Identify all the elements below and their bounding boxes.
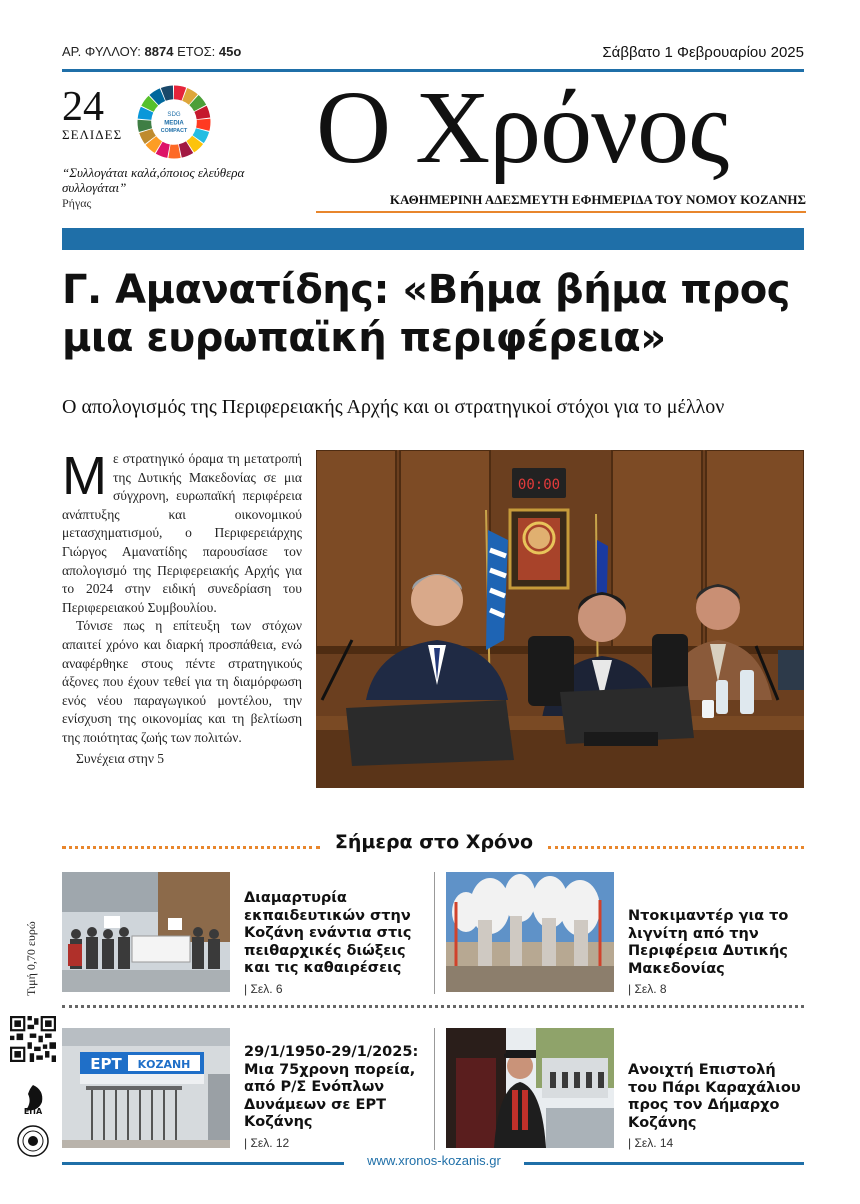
continued-link[interactable]: Συνέχεια στην 5 (76, 750, 165, 766)
footer-rule-right (524, 1162, 804, 1165)
quote-author: Ρήγας (62, 196, 92, 210)
sdg-logo-text-1: SDG (167, 110, 181, 118)
lead-deck: Ο απολογισμός της Περιφερειακής Αρχής και οι στρατηγικοί στόχοι για το μέλλον (62, 396, 725, 418)
section-title: Σήμερα στο Χρόνο (334, 831, 534, 853)
kozani-sign-text: ΚΟΖΑΝΗ (137, 1058, 191, 1071)
teaser-divider-top (434, 872, 435, 994)
masthead-blue-band (62, 228, 804, 250)
section-dots-right (548, 846, 804, 849)
teaser-title-1[interactable]: Διαμαρτυρία εκπαιδευτικών στην Κοζάνη ενάντια στις πειθαρχικές διώξεις και τις καθαιρέσεις (244, 890, 412, 976)
sdg-media-compact-logo (136, 84, 212, 160)
qr-code-icon[interactable] (10, 1016, 56, 1062)
teaser-photo-1 (62, 872, 230, 992)
pages-label: ΣΕΛΙΔΕΣ (62, 127, 123, 142)
lead-photo (316, 450, 804, 788)
teaser-page-3: | Σελ. 12 (244, 1136, 290, 1150)
teaser-photo-4 (446, 1028, 614, 1148)
espa-logo-text: ΕΠΑ (23, 1107, 43, 1116)
newspaper-title: Ο Χρόνος (316, 70, 729, 185)
teaser-title-3[interactable]: 29/1/1950-29/1/2025: Μια 75χρονη πορεία, από Ρ/Σ Ενόπλων Δυνάμεων σε ΕΡΤ Κοζάνης (244, 1044, 419, 1130)
teaser-row-divider (62, 1005, 804, 1008)
svg-text:00:00: 00:00 (517, 477, 561, 493)
newspaper-subtitle: ΚΑΘΗΜΕΡΙΝΗ ΑΔΕΣΜΕΥΤΗ ΕΦΗΜΕΡΙΔΑ ΤΟΥ ΝΟΜΟΥ ΚΟΖΑΝΗΣ (389, 192, 806, 207)
article-paragraph-1 (62, 446, 302, 617)
teaser-title-2[interactable]: Ντοκιμαντέρ για το λιγνίτη από την Περιφέρεια Δυτικής Μακεδονίας (628, 908, 789, 977)
headline-line-1: Γ. Αμανατίδης: «Βήμα βήμα προς (62, 267, 790, 313)
issue-number: 8874 (144, 44, 174, 59)
dropcap: Μ (62, 446, 107, 506)
teaser-photo-3 (62, 1028, 230, 1148)
teaser-title-4[interactable]: Ανοιχτή Επιστολή του Πάρι Καραχάλιου προς τον Δήμαρχο Κοζάνης (628, 1062, 801, 1131)
masthead-quote: “Συλλογάται καλά,όποιος ελεύθερα συλλογάται” (62, 165, 245, 195)
sdg-wheel-segment (168, 144, 180, 158)
section-dots-left (62, 846, 320, 849)
paragraph-1-text: ε στρατηγικό όραμα τη μετατροπή της Δυτικής Μακεδονίας σε μια σύγχρονη, ευρωπαϊκή περιφέρεια ανάπτυξης και οικονομικού μετασχηματισμού, ο Περιφερειάρχης Γιώργος Αμανατίδης παρουσίασε τον απολογισμό της Περιφερειακής Αρχής για το 2024 στην ειδική συνεδρίαση του Περιφερειακού Συμβουλίου. (62, 451, 302, 615)
price-text: Τιμή 0,70 ευρώ (24, 921, 38, 996)
year-number: 45ο (218, 44, 242, 59)
lead-headline[interactable] (62, 266, 822, 362)
issue-date: Σάββατο 1 Φεβρουαρίου 2025 (602, 44, 804, 61)
masthead-orange-rule (316, 211, 806, 213)
article-paragraph-2: Τόνισε πως η επίτευξη των στόχων απαιτεί χρόνο και διαρκή προσπάθεια, ενώ αναφέρθηκε στους πέντε στρατηγικούς άξονες που έχουν τεθεί για τη διαμόρφωση ενός νέου παραγωγικού μοντέλου, την ενίσχυση της οικονομίας και τη βελτίωση της ποιότητας ζωής των πολιτών. (62, 618, 302, 745)
teaser-page-2: | Σελ. 8 (628, 982, 667, 996)
issue-label: ΑΡ. ΦΥΛΛΟΥ: (62, 44, 141, 59)
ert-sign-text: ΕΡΤ (90, 1055, 122, 1073)
teaser-page-4: | Σελ. 14 (628, 1136, 674, 1150)
pages-count: 24 (62, 84, 104, 130)
sdg-logo-text-3: COMPACT (160, 127, 188, 134)
price-label (22, 876, 40, 996)
website-link[interactable]: www.xronos-kozanis.gr (367, 1153, 501, 1168)
year-label: ΕΤΟΣ: (177, 44, 216, 59)
sdg-logo-text-2: MEDIA (164, 119, 184, 127)
headline-line-2: μια ευρωπαϊκή περιφέρεια» (62, 315, 666, 361)
footer-rule-left (62, 1162, 344, 1165)
lead-article (62, 446, 302, 768)
teaser-divider-bottom (434, 1028, 435, 1150)
association-seal-logo (16, 1124, 50, 1158)
teaser-page-1: | Σελ. 6 (244, 982, 283, 996)
issue-info (62, 44, 241, 59)
espa-logo (16, 1082, 50, 1116)
teaser-photo-2 (446, 872, 614, 992)
